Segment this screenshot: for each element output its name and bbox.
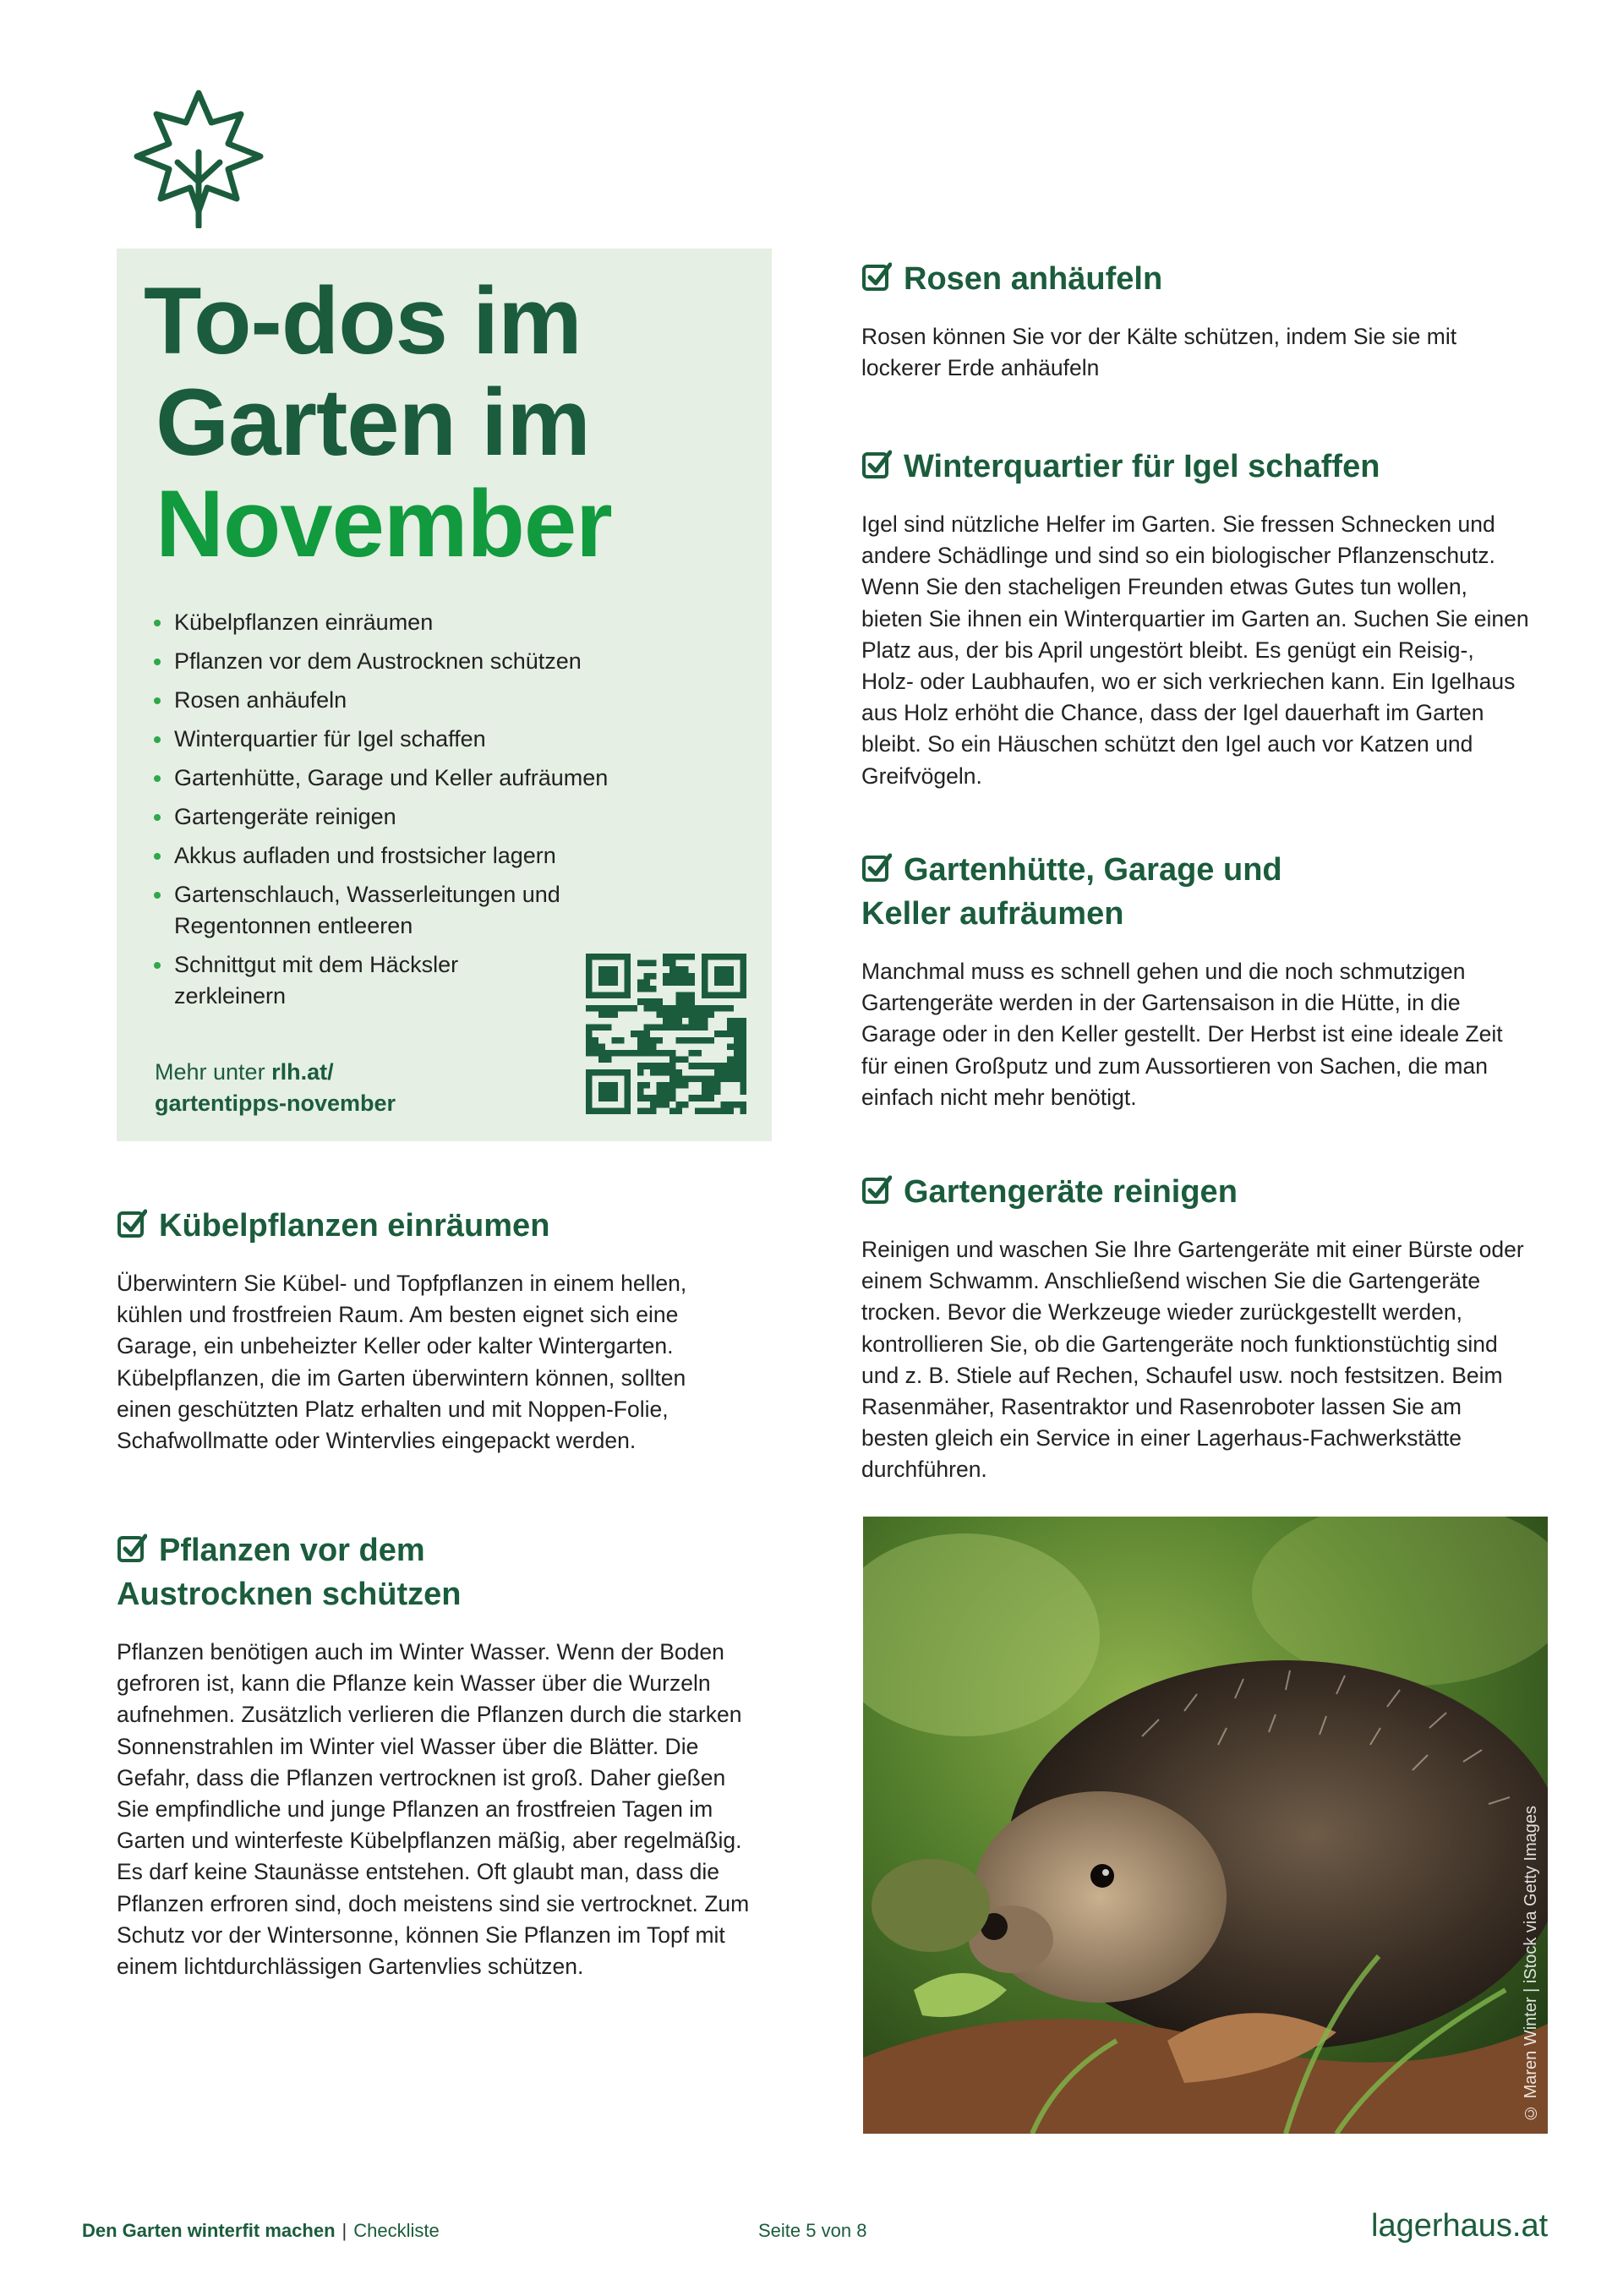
- checkbox-icon: [117, 1208, 147, 1238]
- section-title: Gartengeräte reinigen: [904, 1174, 1238, 1210]
- section-heading: [117, 1528, 759, 1616]
- todo-list: [152, 607, 626, 1020]
- title-line-3: November: [156, 471, 612, 577]
- list-item: Gartengeräte reinigen: [152, 801, 626, 833]
- title-line-2: Garten im: [156, 369, 590, 475]
- list-item: Akkus aufladen und frostsicher lagern: [152, 840, 626, 872]
- section-title-line-2: Keller aufräumen: [861, 896, 1124, 932]
- page-title: [144, 268, 752, 577]
- section-heading: [861, 848, 1538, 936]
- title-line-1: To-dos im: [144, 268, 582, 374]
- section-heading: [861, 257, 1538, 301]
- hedgehog-image: [863, 1517, 1548, 2134]
- checkbox-icon: [117, 1533, 147, 1563]
- checkbox-icon: [861, 261, 892, 292]
- footer-doc-info: [82, 2220, 440, 2242]
- more-link[interactable]: rlh.at/: [271, 1059, 334, 1085]
- list-item: Gartenhütte, Garage und Keller aufräumen: [152, 763, 626, 794]
- section-text: Manchmal muss es schnell gehen und die noch schmutzigen Gartengeräte werden in der Gartensaison in die Hütte, in die Garage oder in den Keller gestellt. Der Herbst ist eine ideale Zeit für einen Großputz und zum Aussortieren von Sachen, die man einfach nicht mehr benötigt.: [861, 959, 1503, 1110]
- list-item: Kübelpflanzen einräumen: [152, 607, 626, 638]
- section-huette: [861, 848, 1538, 1113]
- more-prefix: Mehr unter: [155, 1059, 272, 1085]
- checkbox-icon: [861, 1174, 892, 1205]
- footer-doc-type: Checkliste: [353, 2220, 440, 2241]
- section-heading: [117, 1204, 759, 1248]
- section-heading: [861, 445, 1538, 489]
- section-title: Kübelpflanzen einräumen: [159, 1208, 550, 1244]
- section-pflanzen: [117, 1528, 759, 1982]
- list-item: Pflanzen vor dem Austrocknen schützen: [152, 646, 626, 677]
- list-item: Gartenschlauch, Wasserleitungen und Regentonnen entleeren: [152, 879, 571, 942]
- more-link-path[interactable]: gartentipps-november: [155, 1091, 396, 1116]
- section-title: Winterquartier für Igel schaffen: [904, 449, 1380, 484]
- brand-link[interactable]: lagerhaus.at: [1371, 2208, 1549, 2244]
- list-item: Schnittgut mit dem Häcksler zerkleinern: [152, 949, 495, 1012]
- section-text: Pflanzen benötigen auch im Winter Wasser. Wenn der Boden gefroren ist, kann die Pflanze kein Wasser über die Wurzeln aufnehmen. Zusätzlich verlieren die Pflanzen durch die starken Sonnenstrahlen im Winter viel Wasser über die Blätter. Die Gefahr, dass die Pflanzen vertrocknen ist groß. Daher gießen Sie empfindliche und junge Pflanzen an frostfreien Tagen im Garten und winterfeste Kübelpflanzen mäßig, aber regelmäßig. Es darf keine Staunässe entstehen. Oft glaubt man, dass die Pflanzen erfroren sind, doch meistens sind sie vertrocknet. Zum Schutz vor der Wintersonne, können Sie Pflanzen im Topf mit einem lichtdurchlässigen Gartenvlies schützen.: [117, 1639, 750, 1980]
- footer-doc-title: Den Garten winterfit machen: [82, 2220, 336, 2241]
- section-kuebel: [117, 1204, 759, 1457]
- section-text: Igel sind nützliche Helfer im Garten. Sie fressen Schnecken und andere Schädlinge und sind so ein biologischer Pflanzenschutz. Wenn Sie den stacheligen Freunden etwas Gutes tun wollen, bieten Sie ihnen ein Winterquartier im Garten an. Suchen Sie einen Platz aus, der bis April ungestört bleibt. Es genügt ein Reisig-, Holz- oder Laubhaufen, wo er sich verkriechen kann. Ein Igelhaus aus Holz erhöht die Chance, dass der Igel dauerhaft im Garten bleibt. So ein Häuschen schützt den Igel auch vor Katzen und Greifvögeln.: [861, 511, 1529, 789]
- section-igel: [861, 445, 1538, 792]
- section-geraete: [861, 1170, 1538, 1486]
- list-item: Rosen anhäufeln: [152, 685, 626, 716]
- section-text: Reinigen und waschen Sie Ihre Gartengeräte mit einer Bürste oder einem Schwamm. Anschließend wischen Sie die Gartengeräte trocken. Bevor die Werkzeuge wieder zurückgestellt werden, kontrollieren Sie, ob die Gartengeräte noch funktionstüchtig sind und z. B. Stiele auf Rechen, Schaufel usw. noch festsitzen. Beim Rasenmäher, Rasentraktor und Rasenroboter lassen Sie am besten gleich ein Service in einer Lagerhaus-Fachwerkstätte durchführen.: [861, 1237, 1524, 1483]
- footer-separator: |: [342, 2220, 347, 2241]
- leaf-icon: [127, 85, 270, 228]
- section-heading: [861, 1170, 1538, 1214]
- section-title-line-2: Austrocknen schützen: [117, 1577, 462, 1612]
- checkbox-icon: [861, 449, 892, 479]
- section-title: Pflanzen vor dem: [159, 1533, 425, 1568]
- section-rosen: [861, 257, 1538, 384]
- photo-credit: © Maren Winter | iStock via Getty Images: [1522, 1806, 1540, 2122]
- section-text: Rosen können Sie vor der Kälte schützen, indem Sie sie mit lockerer Erde anhäufeln: [861, 324, 1457, 381]
- section-text: Überwintern Sie Kübel- und Topfpflanzen in einem hellen, kühlen und frostfreien Raum. Am besten eignet sich eine Garage, ein unbeheizter Keller oder kalter Wintergarten. Kübelpflanzen, die im Garten überwintern können, sollten einen geschützten Platz erhalten und mit Noppen-Folie, Schafwollmatte oder Wintervlies eingepackt werden.: [117, 1271, 687, 1454]
- section-title: Gartenhütte, Garage und: [904, 852, 1282, 888]
- hedgehog-photo: [863, 1517, 1548, 2134]
- more-info: [155, 1057, 594, 1119]
- qr-code[interactable]: [586, 954, 746, 1114]
- page-number: Seite 5 von 8: [758, 2220, 867, 2241]
- checkbox-icon: [861, 852, 892, 883]
- section-title: Rosen anhäufeln: [904, 261, 1163, 297]
- list-item: Winterquartier für Igel schaffen: [152, 724, 626, 755]
